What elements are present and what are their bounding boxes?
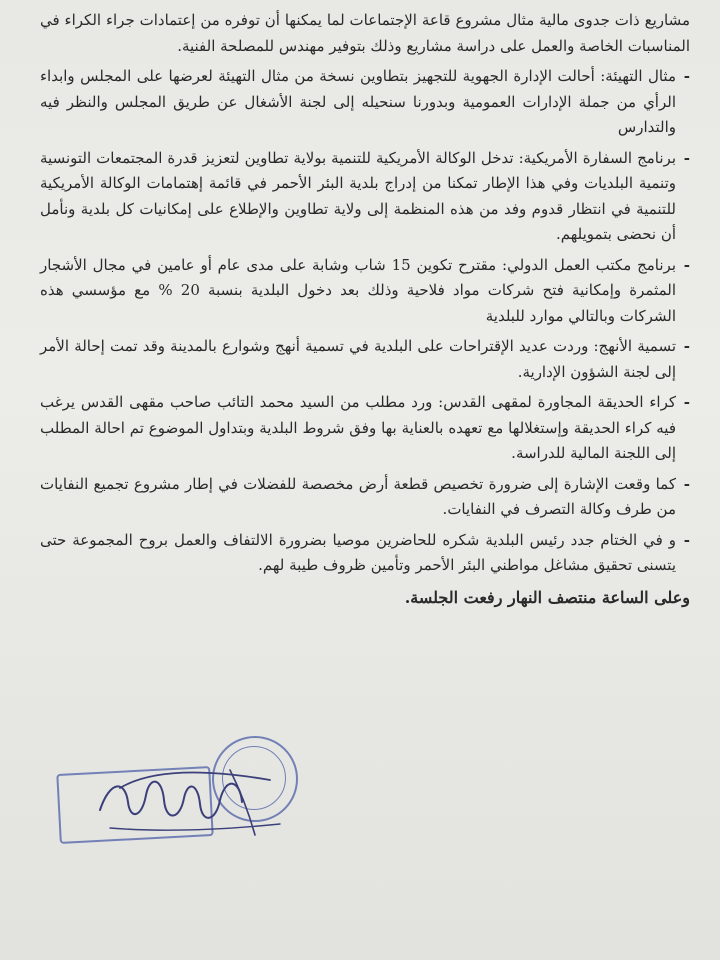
item-ilo-program: - برنامج مكتب العمل الدولي: مقترح تكوين 15 شاب وشابة على مدى عام أو عامين في مجال الأشجار المثمرة وإمكانية فتح شركات مواد فلاحية وذلك بعد دخول البلدية بنسبة 20 % مع مؤسسي هذه الشركات وبالتالي موارد للبلدية bbox=[40, 253, 690, 330]
handwritten-signature bbox=[80, 740, 300, 850]
item-waste-land: - كما وقعت الإشارة إلى ضرورة تخصيص قطعة أرض مخصصة للفضلات في إطار مشروع تجميع النفايات من طرف وكالة التصرف في النفايات. bbox=[40, 472, 690, 523]
session-closing: وعلى الساعة منتصف النهار رفعت الجلسة. bbox=[404, 587, 690, 607]
intro-paragraph: مشاريع ذات جدوى مالية مثال مشروع قاعة الإجتماعات لما يمكنها أن توفره من إعتمادات جراء الكراء في المناسبات الخاصة والعمل على دراسة مشاريع وذلك بتوفير مهندس للمصلحة الفنية. bbox=[40, 11, 690, 55]
item-closing-remarks: - و في الختام جدد رئيس البلدية شكره للحاضرين موصيا بضرورة الالتفاف والعمل بروح المجموعة حتى يتسنى تحقيق مشاغل مواطني البئر الأحمر وتأمين ظروف طيبة لهم. bbox=[40, 528, 690, 579]
item-development-plan: - مثال التهيئة: أحالت الإدارة الجهوية للتجهيز بتطاوين نسخة من مثال التهيئة لعرضها على المجلس وابداء الرأي من جملة الإدارات العمومية وبدورنا سنحيله إلى لجنة الأشغال عن طريق المجلس والنظر فيه والتدارس bbox=[40, 64, 690, 141]
item-us-embassy-program: - برنامج السفارة الأمريكية: تدخل الوكالة الأمريكية للتنمية بولاية تطاوين لتعزيز قدرة المجتمعات التونسية وتنمية البلديات وفي هذا الإطار تمكنا من إدراج بلدية البئر الأحمر في قائمة إهتمامات الوكالة الأمريكية للتنمية في انتظار قدوم وفد من هذه المنظمة إلى ولاية تطاوين والإطلاع على إمكانيات كل بلدية ونأمل أن نحضى بتمويلهم. bbox=[40, 146, 690, 248]
item-garden-rental: - كراء الحديقة المجاورة لمقهى القدس: ورد مطلب من السيد محمد التائب صاحب مقهى القدس يرغب فيه كراء الحديقة وإستغلالها مع تعهده بالعناية بها وفق شروط البلدية وبتداول الموضوع تم احالة المطلب إلى اللجنة المالية للدراسة. bbox=[40, 390, 690, 467]
item-street-naming: - تسمية الأنهج: وردت عديد الإقتراحات على البلدية في تسمية أنهج وشوارع بالمدينة وقد تمت إحالة الأمر إلى لجنة الشؤون الإدارية. bbox=[40, 334, 690, 385]
document-body bbox=[40, 8, 690, 615]
